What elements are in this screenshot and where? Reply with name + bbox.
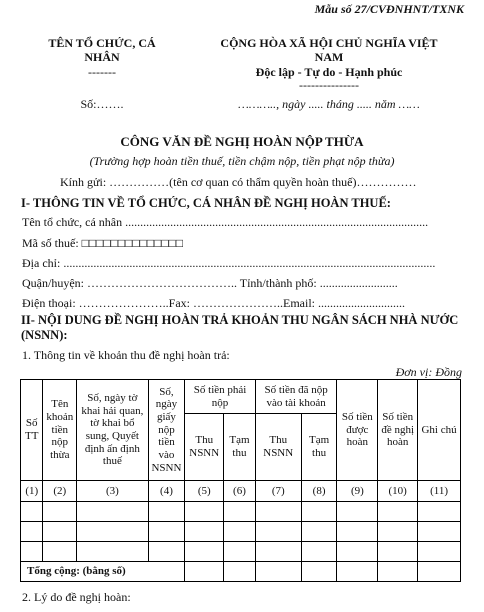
header-tam-thu-1: Tạm thu [224, 414, 256, 481]
org-name-line1: TÊN TỔ CHỨC, CÁ [48, 36, 156, 50]
section2-heading-line1: II- NỘI DUNG ĐỀ NGHỊ HOÀN TRẢ KHOẢN THU NGÂN SÁCH NHÀ NƯỚC [21, 313, 459, 327]
col-number: (3) [77, 481, 148, 502]
col-number: (10) [378, 481, 418, 502]
tax-code-field: Mã số thuế: □□□□□□□□□□□□□□ [22, 236, 184, 250]
total-row [21, 562, 461, 582]
table-row [21, 522, 461, 542]
header-stt: Số TT [21, 380, 43, 481]
nation-line1: CỘNG HÒA XÃ HỘI CHỦ NGHĨA VIỆT [220, 36, 438, 50]
table-row [21, 542, 461, 562]
refund-table [20, 379, 461, 582]
header-thu-nsnn-1: Thu NSNN [185, 414, 224, 481]
header-so-ngay-to-khai: Số, ngày tờ khai hải quan, tờ khai bổ sung, Quyết định ấn định thuế [77, 380, 148, 481]
total-label: Tổng cộng: (bằng số) [21, 562, 185, 582]
motto: Độc lập - Tự do - Hạnh phúc [255, 65, 403, 79]
document-title: CÔNG VĂN ĐỀ NGHỊ HOÀN NỘP THỪA [120, 134, 364, 149]
district-province-field: Quận/huyện: ……………………………….. Tỉnh/thành phố: .......................... [22, 276, 398, 290]
addressee: Kính gửi: ……………(tên cơ quan có thẩm quyền hoàn thuế)…………… [60, 175, 417, 189]
right-divider: --------------- [299, 78, 359, 92]
header-so-tien-de-nghi-hoan: Số tiền đề nghị hoàn [378, 380, 418, 481]
section2-heading-line2: (NSNN): [21, 328, 68, 342]
document-number: Số:……. [80, 97, 124, 111]
left-divider: ------- [88, 65, 116, 79]
col-number: (2) [43, 481, 77, 502]
header-so-tien-duoc-hoan: Số tiền được hoàn [337, 380, 378, 481]
col-number: (11) [418, 481, 461, 502]
section1-heading: I- THÔNG TIN VỀ TỔ CHỨC, CÁ NHÂN ĐỀ NGHỊ HOÀN THUẾ: [21, 196, 391, 210]
col-number: (8) [301, 481, 337, 502]
col-number: (7) [255, 481, 301, 502]
org-name-field: Tên tổ chức, cá nhân ..................................................................................................... [22, 215, 429, 229]
header-thu-nsnn-2: Thu NSNN [255, 414, 301, 481]
header-ghi-chu: Ghi chú [418, 380, 461, 481]
col-number: (6) [224, 481, 256, 502]
date-line: ……….., ngày ..... tháng ..... năm …… [238, 97, 420, 111]
col-number: (4) [148, 481, 185, 502]
address-field: Địa chỉ: ............................................................................................................................ [22, 256, 436, 270]
document-subtitle: (Trường hợp hoàn tiền thuế, tiền chậm nộp, tiền phạt nộp thừa) [89, 154, 395, 168]
org-name-line2: NHÂN [84, 50, 120, 64]
header-so-tien-da-nop: Số tiền đã nộp vào tài khoản [255, 380, 337, 414]
header-tam-thu-2: Tạm thu [301, 414, 337, 481]
table-row [21, 502, 461, 522]
col-number: (9) [337, 481, 378, 502]
col-number: (1) [21, 481, 43, 502]
form-number: Mẫu số 27/CVĐNHNT/TXNK [314, 2, 464, 16]
phone-fax-email-field: Điện thoại: …………………..Fax: …………………..Email: ............................. [22, 296, 405, 310]
nation-line2: NAM [314, 50, 344, 64]
col-number: (5) [185, 481, 224, 502]
header-so-ngay-giay-nop: Số, ngày giấy nộp tiền vào NSNN [148, 380, 185, 481]
refund-reason-label: 2. Lý do đề nghị hoàn: [22, 590, 131, 604]
header-khoan-tien: Tên khoản tiền nộp thừa [43, 380, 77, 481]
header-so-tien-phai-nop: Số tiền phải nộp [185, 380, 255, 414]
refund-info-label: 1. Thông tin về khoản thu đề nghị hoàn trả: [22, 348, 230, 362]
currency-unit: Đơn vị: Đồng [395, 365, 462, 379]
